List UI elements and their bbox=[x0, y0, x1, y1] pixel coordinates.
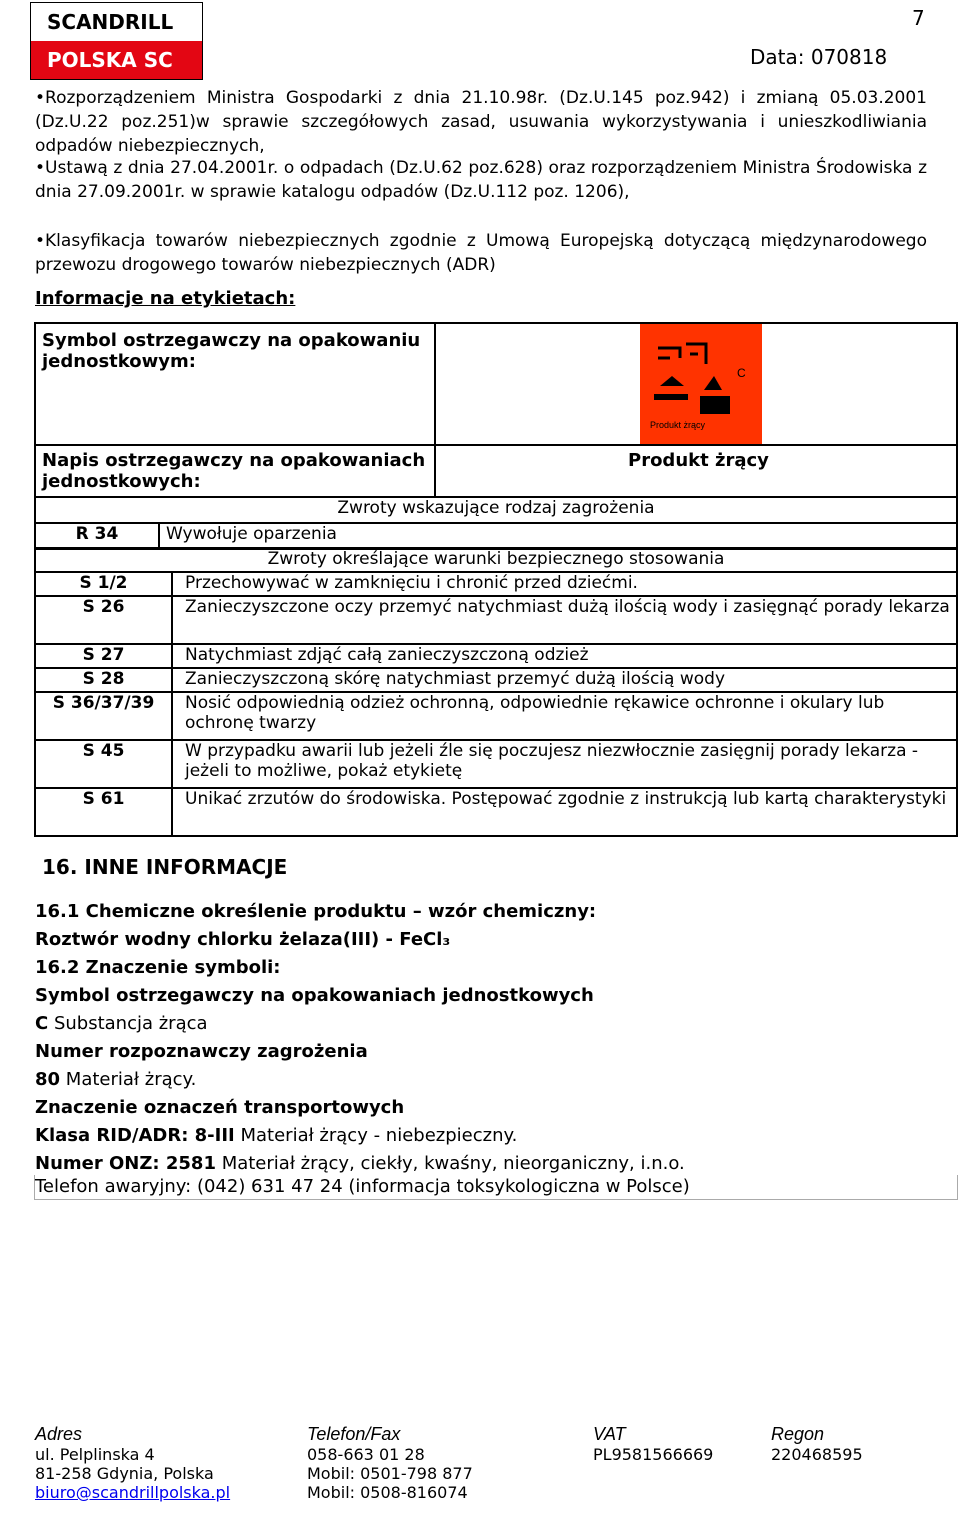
s-text: Natychmiast zdjąć całą zanieczyszczoną odzież bbox=[172, 644, 957, 668]
r-phrases-header: Zwroty wskazujące rodzaj zagrożenia bbox=[35, 497, 957, 523]
hazard-heading: Numer rozpoznawczy zagrożenia bbox=[35, 1041, 368, 1062]
symbol-caption: Produkt żrący bbox=[650, 420, 706, 430]
s-phrases-header: Zwroty określające warunki bezpiecznego stosowania bbox=[35, 548, 957, 572]
s-text: Unikać zrzutów do środowiska. Postępować zgodnie z instrukcją lub kartą charakterystyki bbox=[172, 788, 957, 836]
symbol-heading: Symbol ostrzegawczy na opakowaniach jednostkowych bbox=[35, 985, 594, 1006]
s-code: S 1/2 bbox=[35, 572, 172, 596]
s-text: Zanieczyszczoną skórę natychmiast przemyć dużą ilością wody bbox=[172, 668, 957, 692]
onz-number: Numer ONZ: 2581 Materiał żrący, ciekły, kwaśny, nieorganiczny, i.n.o. bbox=[35, 1153, 685, 1174]
table-row bbox=[35, 644, 957, 668]
section-16-2-title: 16.2 Znaczenie symboli: bbox=[35, 957, 281, 978]
warning-label: Napis ostrzegawczy na opakowaniach jednostkowych: bbox=[35, 445, 435, 497]
r-code: R 34 bbox=[35, 523, 159, 549]
table-row bbox=[35, 596, 957, 644]
s-code: S 61 bbox=[35, 788, 172, 836]
footer-address-line1: ul. Pelplinska 4 bbox=[35, 1445, 155, 1464]
footer-address-head: Adres bbox=[35, 1424, 83, 1444]
r-text: Wywołuje oparzenia bbox=[159, 523, 957, 549]
footer-phone1: 058-663 01 28 bbox=[307, 1445, 425, 1464]
s-code: S 27 bbox=[35, 644, 172, 668]
footer-email-link[interactable]: biuro@scandrillpolska.pl bbox=[35, 1483, 231, 1502]
footer-address-line2: 81-258 Gdynia, Polska bbox=[35, 1464, 214, 1483]
table-row bbox=[35, 692, 957, 740]
regulation-2: • Ustawą z dnia 27.04.2001r. o odpadach (Dz.U.62 poz.628) oraz rozporządzeniem Ministra Środowiska z dnia 27.09.2001r. w sprawie katalogu odpadów (Dz.U.112 poz. 1206), bbox=[35, 156, 927, 204]
footer-phone3: Mobil: 0508-816074 bbox=[307, 1483, 468, 1502]
regulation-3: • Klasyfikacja towarów niebezpiecznych zgodnie z Umową Europejską dotyczącą międzynarodowego przewozu drogowego towarów niebezpiecznych (ADR) bbox=[35, 229, 927, 277]
hazard-meaning: 80 Materiał żrący. bbox=[35, 1069, 197, 1090]
footer-phone-head: Telefon/Fax bbox=[307, 1424, 401, 1444]
transport-heading: Znaczenie oznaczeń transportowych bbox=[35, 1097, 405, 1118]
symbol-letter: C bbox=[737, 366, 746, 380]
document-date: Data: 070818 bbox=[750, 45, 888, 69]
warning-value: Produkt żrący bbox=[435, 445, 957, 497]
s-text: Nosić odpowiednią odzież ochronną, odpowiednie rękawice ochronne i okulary lub ochronę twarzy bbox=[172, 692, 957, 740]
symbol-cell bbox=[435, 323, 957, 445]
s-text: Zanieczyszczone oczy przemyć natychmiast dużą ilością wody i zasięgnąć porady lekarza bbox=[172, 596, 957, 644]
labels-heading: Informacje na etykietach: bbox=[35, 288, 296, 309]
company-logo bbox=[30, 2, 203, 80]
symbol-meaning: C Substancja żrąca bbox=[35, 1013, 208, 1034]
table-row bbox=[35, 572, 957, 596]
s-code: S 45 bbox=[35, 740, 172, 788]
footer-regon-head: Regon bbox=[771, 1424, 825, 1444]
label-table bbox=[34, 322, 958, 498]
table-row bbox=[35, 668, 957, 692]
section-16-1-title: 16.1 Chemiczne określenie produktu – wzór chemiczny: bbox=[35, 901, 597, 922]
section-16-content bbox=[35, 898, 685, 1178]
table-row bbox=[35, 788, 957, 836]
transport-class: Klasa RID/ADR: 8-III Materiał żrący - niebezpieczny. bbox=[35, 1125, 518, 1146]
s-text: Przechowywać w zamknięciu i chronić przed dziećmi. bbox=[172, 572, 957, 596]
s-code: S 28 bbox=[35, 668, 172, 692]
emergency-phone: Telefon awaryjny: (042) 631 47 24 (informacja toksykologiczna w Polsce) bbox=[34, 1175, 958, 1200]
footer-regon: 220468595 bbox=[771, 1445, 863, 1464]
section-16-title: 16. INNE INFORMACJE bbox=[42, 855, 288, 879]
footer-vat-head: VAT bbox=[593, 1424, 626, 1444]
corrosive-hazard-icon bbox=[640, 324, 762, 444]
symbol-label: Symbol ostrzegawczy na opakowaniu jednostkowym: bbox=[35, 323, 435, 445]
s-code: S 36/37/39 bbox=[35, 692, 172, 740]
r-phrases-table bbox=[34, 496, 958, 550]
footer-phone2: Mobil: 0501-798 877 bbox=[307, 1464, 473, 1483]
s-code: S 26 bbox=[35, 596, 172, 644]
section-16-1-value: Roztwór wodny chlorku żelaza(III) - FeCl₃ bbox=[35, 929, 451, 950]
s-text: W przypadku awarii lub jeżeli źle się poczujesz niezwłocznie zasięgnij porady lekarza - jeżeli to możliwe, pokaż etykietę bbox=[172, 740, 957, 788]
logo-line1: SCANDRILL bbox=[31, 3, 202, 41]
page-number: 7 bbox=[912, 6, 925, 30]
regulation-1: • Rozporządzeniem Ministra Gospodarki z dnia 21.10.98r. (Dz.U.145 poz.942) i zmianą 05.03.2001 (Dz.U.22 poz.251)w sprawie szczegółowych zasad, usuwania wykorzystywania i unieszkodliwiania odpadów niebezpiecznych, bbox=[35, 86, 927, 158]
s-phrases-table bbox=[34, 547, 958, 837]
table-row bbox=[35, 740, 957, 788]
footer-vat: PL9581566669 bbox=[593, 1445, 714, 1464]
logo-line2: POLSKA SC bbox=[31, 41, 202, 79]
